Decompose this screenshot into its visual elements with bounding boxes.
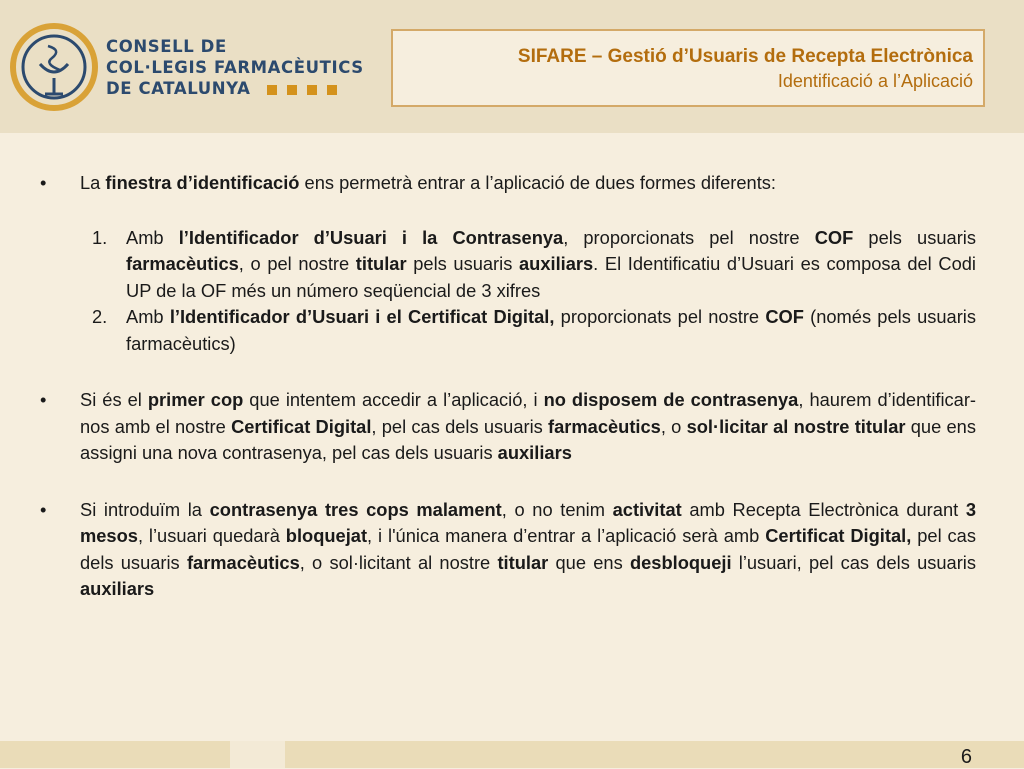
org-line-1: CONSELL DE	[106, 37, 227, 56]
item-number: 1.	[92, 226, 108, 248]
slide-subtitle: Identificació a l’Aplicació	[777, 71, 973, 91]
bullet-marker: •	[40, 389, 47, 410]
org-line-3-text: DE CATALUNYA	[106, 79, 251, 98]
page-number: 6	[960, 746, 972, 768]
bullet-2: • Si és el primer cop que intentem accedir a l’aplicació, i no disposem de contrasenya, haurem d’identificar-nos amb el nostre Certificat Digital, pel cas dels usuaris farmacèutics, o sol·licitar al nostre titular que ens assigni una nova contrasenya, pel cas dels usuaris auxiliars	[40, 389, 977, 463]
organization-name	[106, 36, 364, 99]
decorative-squares	[267, 78, 347, 99]
numbered-item-1: 1. Amb l’Identificador d’Usuari i la Contrasenya, proporcionats pel nostre COF pels usuaris farmacèutics, o pel nostre titular pels usuaris auxiliars. El Identificatiu d’Usuari es composa del Codi UP de la OF més un número seqüencial de 3 xifres	[92, 226, 976, 301]
org-line-3	[106, 78, 364, 99]
numbered-item-2: 2. Amb l’Identificador d’Usuari i el Certificat Digital, proporcionats pel nostre COF (només pels usuaris farmacèutics)	[92, 306, 976, 354]
pharmacy-logo	[8, 22, 100, 112]
footer-band	[0, 741, 1024, 768]
bullet-1: • La finestra d’identificació ens permetrà entrar a l’aplicació de dues formes diferents:	[40, 170, 976, 197]
bullet-3: • Si introduïm la contrasenya tres cops malament, o no tenim activitat amb Recepta Electrònica durant 3 mesos, l’usuari quedarà bloquejat, i l'única manera d’entrar a l’aplicació serà amb Certificat Digital, pel cas dels usuaris farmacèutics, o sol·licitant al nostre titular que ens desbloqueji l’usuari, pel cas dels usuaris auxiliars	[40, 498, 976, 599]
slide-title-box	[391, 29, 985, 107]
slide-title: SIFARE – Gestió d’Usuaris de Recepta Electrònica	[517, 46, 973, 67]
bullet-marker: •	[40, 172, 47, 193]
org-line-2: COL·LEGIS FARMACÈUTICS	[106, 58, 364, 77]
item-number: 2.	[92, 306, 108, 327]
slide-body	[40, 170, 976, 603]
bullet-marker: •	[40, 498, 47, 520]
footer-accent	[230, 741, 285, 768]
